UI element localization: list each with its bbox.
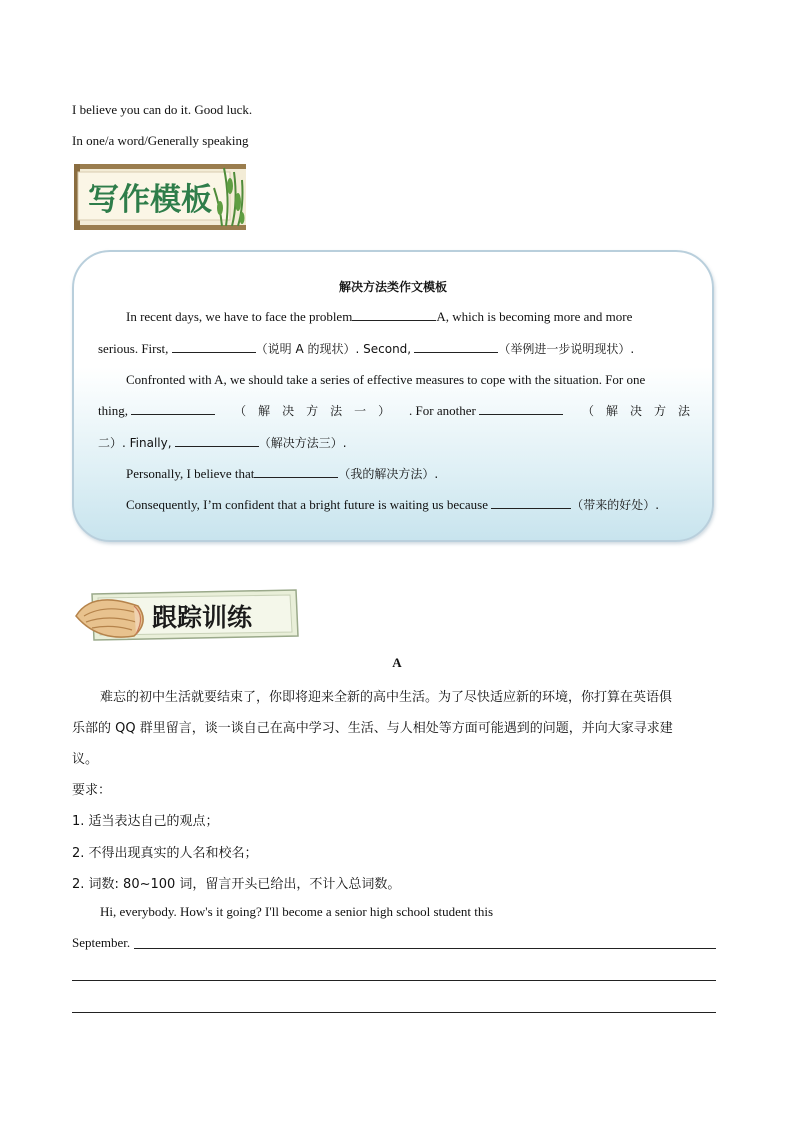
template-line-1: In recent days, we have to face the problem A, which is becoming more and more: [126, 309, 633, 324]
follow-up-training-banner: [74, 586, 300, 644]
template-line-4: thing, （ 解 决 方 法 一 ） . For another （ 解 决 方 法: [98, 403, 690, 418]
blank[interactable]: [352, 308, 436, 321]
blank[interactable]: [491, 496, 571, 509]
requirement-3: 2. 词数: 80~100 词，留言开头已给出，不计入总词数。: [72, 877, 401, 892]
blank[interactable]: [131, 402, 215, 415]
writing-line-1[interactable]: [134, 948, 716, 949]
requirement-1: 1. 适当表达自己的观点；: [72, 814, 219, 829]
blank[interactable]: [172, 340, 256, 353]
template-line-7: Consequently, I’m confident that a bright future is waiting us because （带来的好处）.: [126, 497, 660, 512]
template-box: [72, 250, 714, 542]
blank[interactable]: [414, 340, 498, 353]
template-line-6: Personally, I believe that （我的解决方法）.: [126, 466, 439, 481]
intro-line-1: I believe you can do it. Good luck.: [72, 102, 253, 117]
writing-line-3[interactable]: [72, 1012, 716, 1013]
writing-template-banner: [74, 162, 246, 232]
task-letter: A: [392, 655, 402, 670]
letter-opening: Hi, everybody. How's it going? I'll become a senior high school student this: [100, 904, 494, 919]
blank[interactable]: [479, 402, 563, 415]
template-line-5: 二）. Finally, （解决方法三）.: [98, 436, 347, 450]
writing-line-2[interactable]: [72, 980, 716, 981]
template-line-2: serious. First, （说明 A 的现状）. Second, （举例进一步说明现状）.: [98, 341, 635, 356]
blank[interactable]: [254, 465, 338, 478]
banner-title-2: 跟踪训练: [152, 603, 253, 632]
requirement-2: 2. 不得出现真实的人名和校名；: [72, 846, 258, 861]
template-line-3: Confronted with A, we should take a series of effective measures to cope with the situation. For one: [126, 372, 646, 387]
letter-continuation: September.: [72, 935, 131, 950]
blank[interactable]: [175, 434, 259, 447]
template-title: 解决方法类作文模板: [338, 280, 447, 294]
task-prompt-line-2: 乐部的 QQ 群里留言，谈一谈自己在高中学习、生活、与人相处等方面可能遇到的问题，并向大家寻求建: [72, 721, 673, 736]
task-prompt-line-1: 难忘的初中生活就要结束了，你即将迎来全新的高中生活。为了尽快适应新的环境，你打算在英语俱: [100, 690, 673, 705]
banner-title-1: 写作模板: [88, 182, 212, 218]
task-prompt-line-3: 议。: [72, 752, 99, 767]
shell-icon: [76, 600, 143, 637]
requirements-label: 要求：: [72, 783, 112, 798]
intro-line-2: In one/a word/Generally speaking: [72, 133, 249, 148]
